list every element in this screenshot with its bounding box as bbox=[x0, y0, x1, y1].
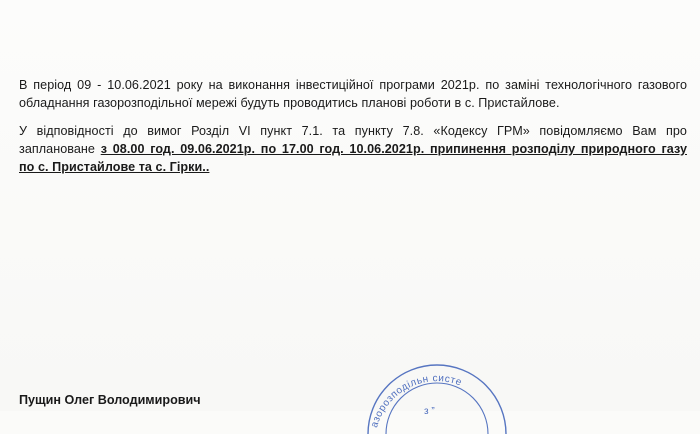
stamp-inner-text: з ” bbox=[424, 406, 435, 417]
paragraph-text: заплановане bbox=[19, 142, 101, 156]
notice-paragraph-gas-interruption bbox=[19, 122, 687, 176]
signer-name: Пущин Олег Володимирович bbox=[19, 393, 201, 407]
stamp-arc-text: азорозподільн систе bbox=[369, 373, 464, 429]
paragraph-line bbox=[19, 140, 687, 158]
paragraph-line bbox=[19, 158, 687, 176]
paragraph-line: В період 09 - 10.06.2021 року на виконання інвестиційної програми 2021р. по заміні технологічного газового bbox=[19, 78, 687, 92]
company-stamp bbox=[362, 374, 512, 434]
affected-villages-text: по с. Пристайлове та с. Гірки.. bbox=[19, 160, 210, 174]
paragraph-line: У відповідності до вимог Розділ VI пункт 7.1. та пункту 7.8. «Кодексу ГРМ» повідомляємо Вам про bbox=[19, 124, 687, 138]
paragraph-line: обладнання газорозподільної мережі будуть проводитись планові роботи в с. Пристайлове. bbox=[19, 96, 560, 110]
svg-text:азорозподільн систе bbox=[369, 373, 463, 429]
notice-paragraph-planned-works bbox=[19, 76, 687, 112]
interruption-period-text: з 08.00 год. 09.06.2021р. по 17.00 год. 10.06.2021р. припинення розподілу природного газу bbox=[100, 142, 687, 156]
